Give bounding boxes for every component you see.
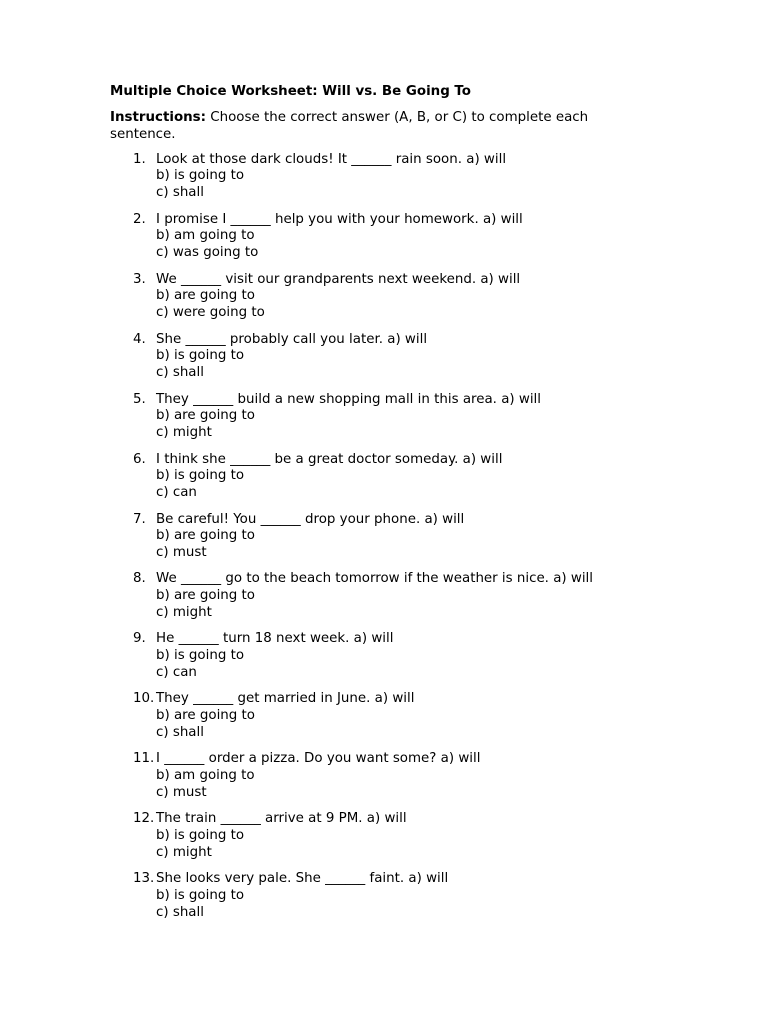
- option-c: c) might: [156, 605, 212, 621]
- worksheet-title: Multiple Choice Worksheet: Will vs. Be Going To: [110, 84, 471, 99]
- question-item: [110, 571, 650, 621]
- question-number: 13.: [133, 871, 155, 887]
- question-item: [110, 212, 650, 262]
- option-b: b) are going to: [156, 408, 255, 424]
- question-text: She looks very pale. She ______ faint. a) will: [156, 871, 449, 887]
- question-text: He ______ turn 18 next week. a) will: [156, 631, 394, 647]
- option-c: c) must: [156, 785, 207, 801]
- question-item: [110, 811, 650, 861]
- question-item: [110, 272, 650, 322]
- question-text: The train ______ arrive at 9 PM. a) will: [156, 811, 407, 827]
- option-b: b) are going to: [156, 708, 255, 724]
- question-item: [110, 871, 650, 921]
- option-b: b) are going to: [156, 288, 255, 304]
- option-c: c) must: [156, 545, 207, 561]
- question-text: I ______ order a pizza. Do you want some? a) will: [156, 751, 481, 767]
- question-number: 3.: [133, 271, 146, 287]
- question-text: We ______ go to the beach tomorrow if the weather is nice. a) will: [156, 571, 593, 587]
- option-b: b) are going to: [156, 528, 255, 544]
- option-b: b) am going to: [156, 768, 255, 784]
- question-number: 6.: [133, 451, 146, 467]
- option-b: b) is going to: [156, 468, 245, 484]
- question-text: They ______ build a new shopping mall in this area. a) will: [156, 391, 541, 407]
- option-b: b) is going to: [156, 828, 245, 844]
- option-c: c) shall: [156, 725, 204, 741]
- question-text: I promise I ______ help you with your homework. a) will: [156, 211, 523, 227]
- question-number: 11.: [133, 751, 155, 767]
- option-c: c) was going to: [156, 245, 259, 261]
- option-b: b) is going to: [156, 168, 245, 184]
- question-number: 4.: [133, 331, 146, 347]
- worksheet-page: [110, 84, 650, 931]
- option-c: c) were going to: [156, 305, 265, 321]
- question-number: 8.: [133, 571, 146, 587]
- question-number: 7.: [133, 511, 146, 527]
- question-number: 10.: [133, 691, 155, 707]
- option-b: b) is going to: [156, 648, 245, 664]
- question-text: She ______ probably call you later. a) will: [156, 331, 428, 347]
- question-text: Look at those dark clouds! It ______ rain soon. a) will: [156, 151, 507, 167]
- instructions-label: Instructions:: [110, 110, 207, 125]
- question-item: [110, 691, 650, 741]
- option-c: c) shall: [156, 185, 204, 201]
- option-c: c) can: [156, 665, 197, 681]
- question-number: 2.: [133, 211, 146, 227]
- instructions-paragraph: [110, 110, 630, 144]
- question-text: Be careful! You ______ drop your phone. a) will: [156, 511, 465, 527]
- question-item: [110, 631, 650, 681]
- option-c: c) shall: [156, 905, 204, 920]
- question-number: 12.: [133, 811, 155, 827]
- option-b: b) am going to: [156, 228, 255, 244]
- option-c: c) might: [156, 425, 212, 441]
- option-b: b) is going to: [156, 888, 245, 904]
- instructions-text: Choose the correct answer (A, B, or C) to complete each sentence.: [110, 110, 589, 142]
- question-item: [110, 152, 650, 202]
- option-c: c) can: [156, 485, 197, 501]
- question-number: 5.: [133, 391, 146, 407]
- option-b: b) is going to: [156, 348, 245, 364]
- question-item: [110, 332, 650, 382]
- question-text: They ______ get married in June. a) will: [156, 691, 415, 707]
- question-item: [110, 392, 650, 442]
- question-number: 9.: [133, 631, 146, 647]
- question-number: 1.: [133, 151, 146, 167]
- question-item: [110, 751, 650, 801]
- option-c: c) might: [156, 845, 212, 861]
- question-text: I think she ______ be a great doctor someday. a) will: [156, 451, 503, 467]
- question-text: We ______ visit our grandparents next weekend. a) will: [156, 271, 521, 287]
- question-item: [110, 452, 650, 502]
- question-item: [110, 512, 650, 562]
- option-c: c) shall: [156, 365, 204, 381]
- question-list: [110, 152, 650, 922]
- option-b: b) are going to: [156, 588, 255, 604]
